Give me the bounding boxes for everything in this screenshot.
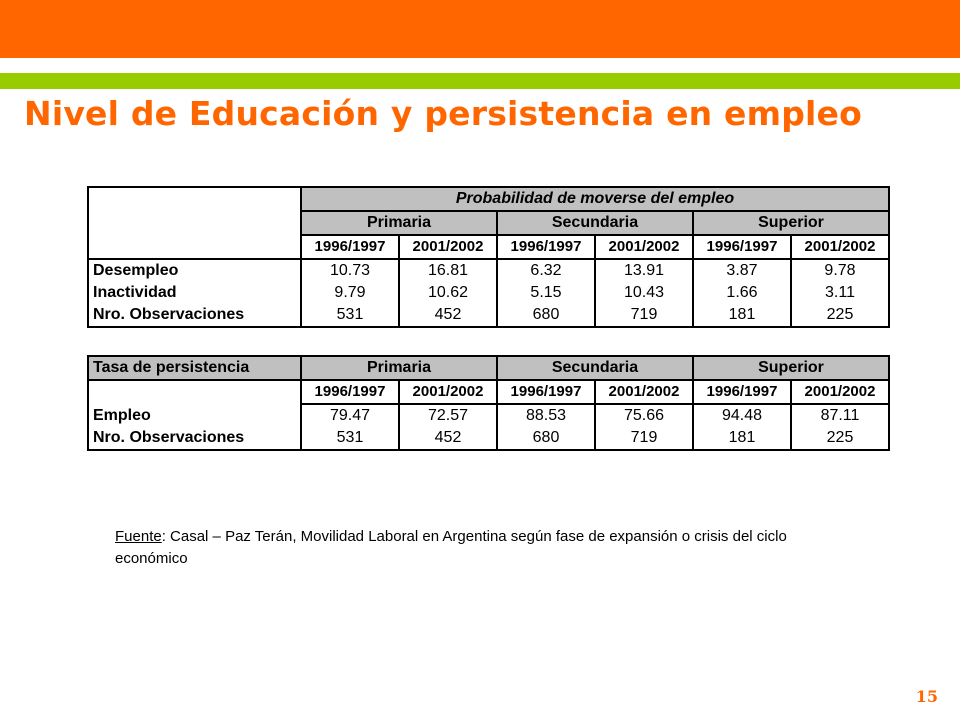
table-cell: 719 [595, 304, 693, 327]
table-cell: 10.62 [399, 282, 497, 304]
table2-corner-lower [88, 380, 301, 404]
top-green-bar [0, 73, 960, 89]
table-cell: 225 [791, 427, 889, 450]
table1-group-superior: Superior [693, 211, 889, 235]
table-cell: 225 [791, 304, 889, 327]
table-cell: 181 [693, 304, 791, 327]
table-cell: 719 [595, 427, 693, 450]
table-cell: 5.15 [497, 282, 595, 304]
table-cell: 88.53 [497, 404, 595, 427]
row-label-inactividad: Inactividad [88, 282, 301, 304]
table-row [88, 404, 889, 427]
top-orange-bar [0, 0, 960, 58]
table-cell: 181 [693, 427, 791, 450]
table1-group-secundaria: Secundaria [497, 211, 693, 235]
table2-year-header: 2001/2002 [399, 380, 497, 404]
table1-year-header: 2001/2002 [399, 235, 497, 259]
table-cell: 16.81 [399, 259, 497, 282]
table-cell: 680 [497, 304, 595, 327]
table-cell: 531 [301, 427, 399, 450]
row-label-observaciones: Nro. Observaciones [88, 427, 301, 450]
row-label-empleo: Empleo [88, 404, 301, 427]
table2-year-header: 2001/2002 [595, 380, 693, 404]
source-note [115, 526, 855, 570]
table1-super-header: Probabilidad de moverse del empleo [301, 187, 889, 211]
source-label: Fuente [115, 528, 162, 545]
table2-year-header: 1996/1997 [693, 380, 791, 404]
table-cell: 531 [301, 304, 399, 327]
slide-title: Nivel de Educación y persistencia en empleo [24, 94, 862, 133]
source-text: : Casal – Paz Terán, Movilidad Laboral en Argentina según fase de expansión o crisis del ciclo económico [115, 528, 787, 567]
table2-year-header: 1996/1997 [301, 380, 399, 404]
table2-corner-label: Tasa de persistencia [88, 356, 301, 380]
table-cell: 10.43 [595, 282, 693, 304]
table-cell: 9.78 [791, 259, 889, 282]
table2-year-header: 2001/2002 [791, 380, 889, 404]
table2-year-header: 1996/1997 [497, 380, 595, 404]
table1-year-header: 2001/2002 [595, 235, 693, 259]
table-cell: 452 [399, 304, 497, 327]
table2-group-primaria: Primaria [301, 356, 497, 380]
table1-year-header: 2001/2002 [791, 235, 889, 259]
table1-year-header: 1996/1997 [497, 235, 595, 259]
persistence-table [87, 355, 890, 451]
table-row [88, 427, 889, 450]
table-cell: 6.32 [497, 259, 595, 282]
table-cell: 452 [399, 427, 497, 450]
table1-year-header: 1996/1997 [301, 235, 399, 259]
table-row [88, 282, 889, 304]
table1-year-header: 1996/1997 [693, 235, 791, 259]
row-label-observaciones: Nro. Observaciones [88, 304, 301, 327]
table1-corner-lower [88, 235, 301, 259]
table-row [88, 304, 889, 327]
table1-corner [88, 187, 301, 235]
table-cell: 9.79 [301, 282, 399, 304]
table-cell: 1.66 [693, 282, 791, 304]
row-label-desempleo: Desempleo [88, 259, 301, 282]
page-number: 15 [915, 687, 938, 706]
table2-group-superior: Superior [693, 356, 889, 380]
probability-table [87, 186, 890, 328]
table-cell: 87.11 [791, 404, 889, 427]
table-cell: 94.48 [693, 404, 791, 427]
table-cell: 3.11 [791, 282, 889, 304]
table-cell: 10.73 [301, 259, 399, 282]
table-cell: 79.47 [301, 404, 399, 427]
table2-group-secundaria: Secundaria [497, 356, 693, 380]
table-cell: 13.91 [595, 259, 693, 282]
table1-group-primaria: Primaria [301, 211, 497, 235]
table-cell: 75.66 [595, 404, 693, 427]
table-cell: 680 [497, 427, 595, 450]
table-cell: 3.87 [693, 259, 791, 282]
table-row [88, 259, 889, 282]
table-cell: 72.57 [399, 404, 497, 427]
